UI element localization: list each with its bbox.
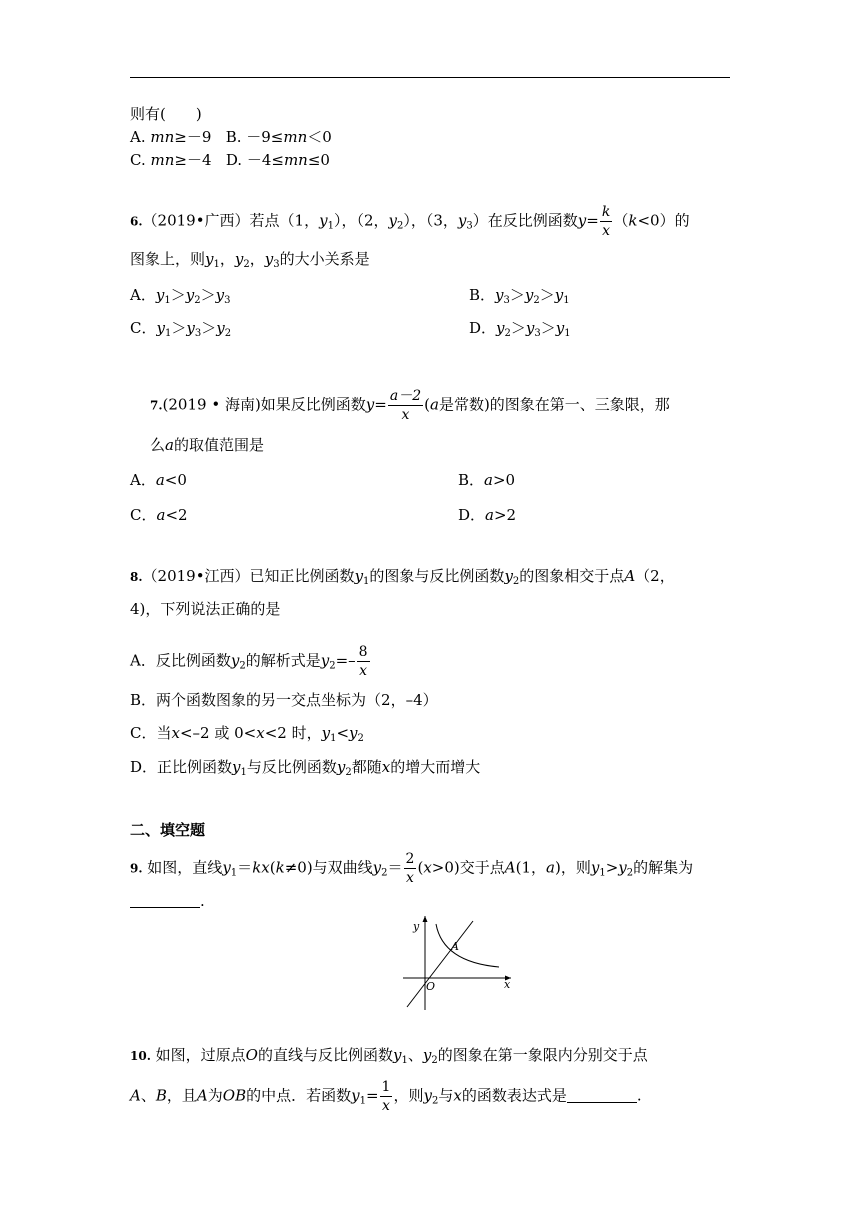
y-axis-arrow-icon bbox=[423, 916, 428, 922]
q8-stem-line2: 4)，下列说法正确的是 bbox=[130, 600, 281, 618]
hyperbola-y2 bbox=[436, 924, 499, 967]
q6-stem: 6.（2019•广西）若点（1，$y_1$），（2，$y_2$），（3，$y_3$）在反比例函数y= $\frac{k}{x}$ （k<0）的 bbox=[130, 204, 690, 239]
q6-stem-line2: 图象上，则$y_1$，$y_2$，$y_3$的大小关系是 bbox=[130, 250, 370, 270]
q6-fraction: $\frac{k}{x}$ bbox=[601, 204, 611, 239]
origin-label: O bbox=[426, 980, 436, 993]
q8-option-d: D．正比例函数$y_1$与反比例函数$y_2$都随x的增大而增大 bbox=[130, 758, 481, 778]
q7-fraction: $\frac{a-2}{x}$ bbox=[389, 388, 422, 423]
q10-stem-line2: A、B，且A为OB的中点．若函数$y_1=$ $\frac{1}{x}$ ，则$y_2$与x的函数表达式是 . bbox=[130, 1079, 642, 1114]
q6-option-b: B．$y_3>y_2>y_1$ bbox=[469, 286, 570, 306]
q8-option-c: C．当x<–2 或 0<x<2 时，$y_1<y_2$ bbox=[130, 724, 364, 744]
line-y1 bbox=[407, 921, 473, 1007]
q9-answer-line: . bbox=[130, 891, 205, 911]
header-rule bbox=[130, 77, 730, 78]
q10-fraction: $\frac{1}{x}$ bbox=[381, 1079, 391, 1114]
q6-option-c: C．$y_1>y_3>y_2$ bbox=[130, 319, 232, 339]
section-title: 二、填空题 bbox=[130, 821, 206, 839]
q7-stem: 7.(2019 • 海南)如果反比例函数y= $\frac{a-2}{x}$ (a是常数)的图象在第一、三象限，那 bbox=[150, 388, 670, 423]
q5-options-ab: A. mn≥－9 B. －9≤mn＜0 bbox=[130, 128, 332, 146]
q8-fraction: $\frac{8}{x}$ bbox=[358, 644, 368, 679]
q9-answer-blank[interactable] bbox=[130, 893, 200, 908]
q7-stem-line2: 么a的取值范围是 bbox=[150, 436, 264, 454]
q9-stem: 9. 如图，直线$y_1=kx(k\ne 0)$与双曲线$y_2=$ $\frac{2}{x}$ (x>0)交于点A(1，a)，则$y_1>y_2$的解集为 bbox=[130, 851, 694, 886]
q8-stem: 8.（2019•江西）已知正比例函数$y_1$的图象与反比例函数$y_2$的图象相交于点A（2， bbox=[130, 567, 675, 587]
q6-option-d: D．$y_2>y_3>y_1$ bbox=[469, 319, 571, 339]
q6-option-a: A．$y_1>y_2>y_3$ bbox=[130, 286, 231, 306]
q10-stem: 10. 如图，过原点O的直线与反比例函数$y_1$、$y_2$的图象在第一象限内分别交于点 bbox=[130, 1046, 648, 1066]
y-axis-label: y bbox=[413, 920, 420, 933]
q5-options-cd: C. mn≥－4 D. －4≤mn≤0 bbox=[130, 151, 330, 169]
x-axis-label: x bbox=[504, 978, 511, 991]
point-a-label: A bbox=[451, 940, 459, 953]
q8-option-b: B．两个函数图象的另一交点坐标为（2，–4） bbox=[130, 691, 438, 709]
q9-graph-figure bbox=[395, 910, 515, 1015]
q7-option-b: B．a>0 bbox=[458, 471, 516, 489]
q8-option-a: A．反比例函数$y_2$的解析式是$y_2=-$ $\frac{8}{x}$ bbox=[130, 644, 368, 679]
q9-fraction: $\frac{2}{x}$ bbox=[405, 851, 415, 886]
q7-option-a: A．a<0 bbox=[130, 471, 187, 489]
q7-option-c: C．a<2 bbox=[130, 506, 188, 524]
q10-answer-blank[interactable] bbox=[567, 1088, 637, 1103]
q7-option-d: D．a>2 bbox=[458, 506, 517, 524]
q5-continuation: 则有( ) bbox=[130, 105, 202, 123]
